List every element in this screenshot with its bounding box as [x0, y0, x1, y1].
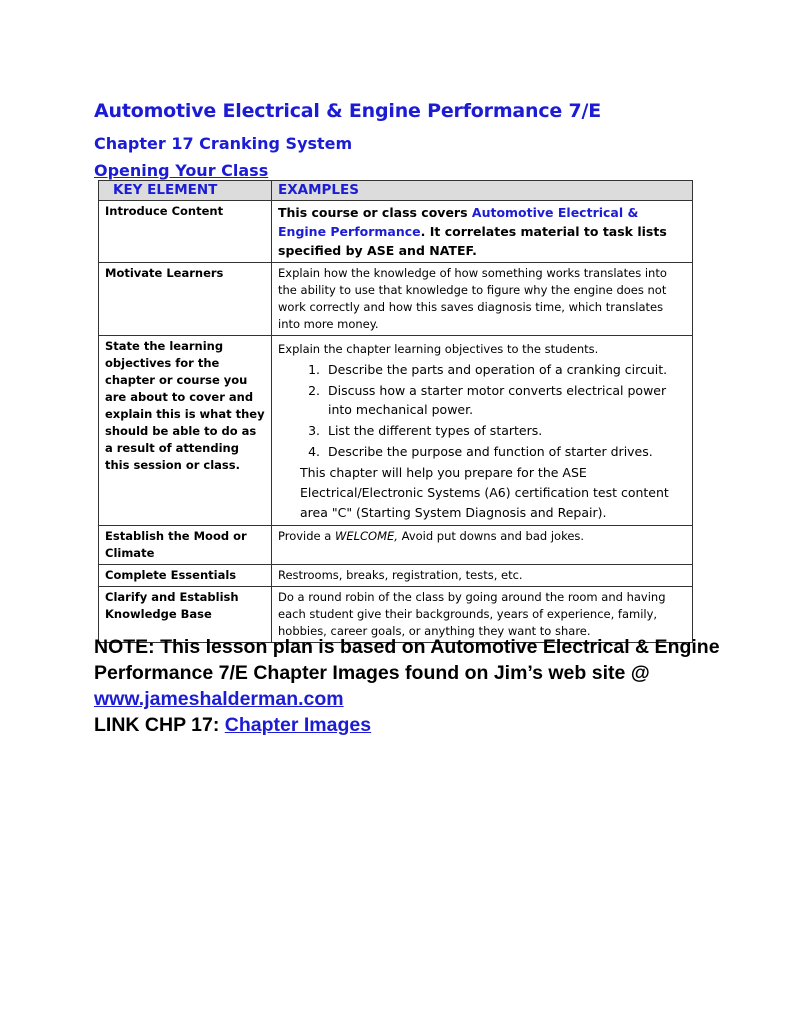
lesson-plan-note	[94, 634, 734, 738]
example-cell: Restrooms, breaks, registration, tests, etc.	[272, 565, 693, 587]
table-row	[99, 526, 693, 565]
example-cell: Do a round robin of the class by going around the room and having each student give their backgrounds, years of experience, family, hobbies, career goals, or anything they want to share.	[272, 587, 693, 643]
note-text: NOTE: This lesson plan is based on Automotive Electrical & Engine Performance 7/E Chapter Images found on Jim’s web site @	[94, 636, 720, 684]
example-cell	[272, 336, 693, 526]
book-title: Automotive Electrical & Engine Performance 7/E	[94, 100, 602, 122]
list-item: 2. Discuss how a starter motor converts electrical power into mechanical power.	[324, 381, 686, 419]
key-cell: Motivate Learners	[99, 263, 272, 336]
chapter-images-link[interactable]: Chapter Images	[224, 714, 372, 736]
table-row	[99, 565, 693, 587]
example-text: This course or class covers	[278, 205, 472, 220]
example-cell	[272, 201, 693, 263]
objectives-list	[278, 360, 686, 461]
table-row	[99, 336, 693, 526]
key-cell: State the learning objectives for the chapter or course you are about to cover and explain this is what they should be able to do as a result of attending this session or class.	[99, 336, 272, 526]
welcome-text: WELCOME,	[334, 529, 398, 543]
section-link-opening-your-class[interactable]: Opening Your Class	[94, 161, 269, 180]
course-name-text: Automotive Electrical & Engine Performance	[278, 205, 639, 239]
objectives-intro: Explain the chapter learning objectives to the students.	[278, 342, 599, 356]
chapter-link-label: LINK CHP 17:	[94, 714, 225, 736]
example-text: Provide a	[278, 529, 335, 543]
table-row	[99, 201, 693, 263]
key-cell: Establish the Mood or Climate	[99, 526, 272, 565]
list-item: 1. Describe the parts and operation of a cranking circuit.	[324, 360, 686, 379]
table-header-row	[99, 181, 693, 201]
example-text: . It correlates material to task lists specified by ASE and NATEF.	[278, 224, 667, 258]
website-link[interactable]: www.jameshalderman.com	[94, 688, 344, 710]
ase-prep-text: This chapter will help you prepare for the ASE Electrical/Electronic Systems (A6) certification test content area "C" (Starting System Diagnosis and Repair).	[300, 465, 669, 520]
chapter-title: Chapter 17 Cranking System	[94, 134, 353, 153]
example-cell: Explain how the knowledge of how something works translates into the ability to use that knowledge to figure why the engine does not work correctly and how this saves diagnosis time, which translates into more money.	[272, 263, 693, 336]
key-cell: Introduce Content	[99, 201, 272, 263]
example-cell	[272, 526, 693, 565]
lesson-plan-table	[98, 180, 693, 643]
list-item: 4. Describe the purpose and function of starter drives.	[324, 442, 686, 461]
example-text: Avoid put downs and bad jokes.	[397, 529, 585, 543]
table-row	[99, 263, 693, 336]
column-header-examples: EXAMPLES	[272, 181, 693, 201]
list-item: 3. List the different types of starters.	[324, 421, 686, 440]
key-cell: Complete Essentials	[99, 565, 272, 587]
column-header-key-element: KEY ELEMENT	[99, 181, 272, 201]
key-cell: Clarify and Establish Knowledge Base	[99, 587, 272, 643]
